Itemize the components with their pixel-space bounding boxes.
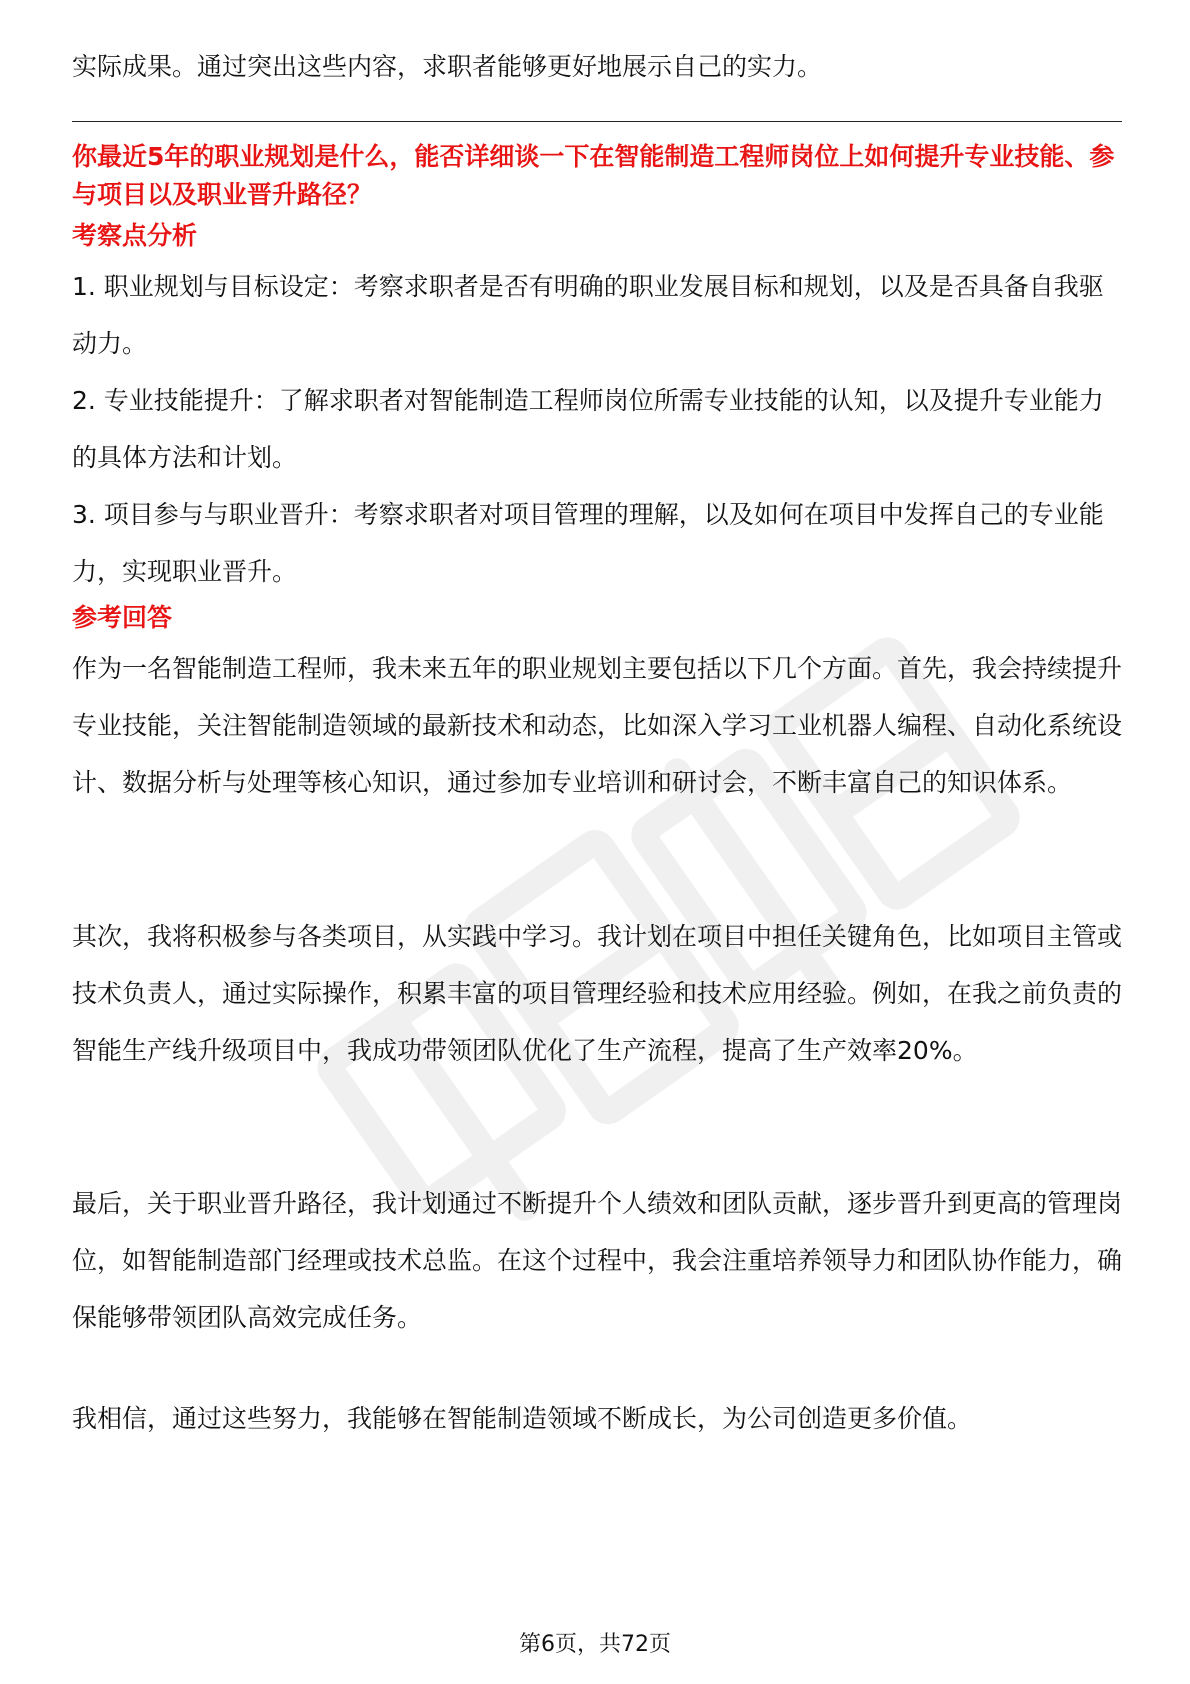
- answer-body: [72, 1390, 1122, 1447]
- answer-paragraph: 最后，关于职业晋升路径，我计划通过不断提升个人绩效和团队贡献，逐步晋升到更高的管理岗位，如智能制造部门经理或技术总监。在这个过程中，我会注重培养领导力和团队协作能力，确保能够带领团队高效完成任务。: [72, 1189, 1123, 1332]
- analysis-heading: 考察点分析: [72, 221, 198, 250]
- page-number: 第6页，共72页: [519, 1632, 671, 1657]
- answer-heading: 参考回答: [72, 603, 173, 632]
- analysis-item: 2. 专业技能提升：了解求职者对智能制造工程师岗位所需专业技能的认知，以及提升专业能力的具体方法和计划。: [72, 386, 1104, 472]
- answer-paragraph: 其次，我将积极参与各类项目，从实践中学习。我计划在项目中担任关键角色，比如项目主管或技术负责人，通过实际操作，积累丰富的项目管理经验和技术应用经验。例如，在我之前负责的智能生产线升级项目中，我成功带领团队优化了生产流程，提高了生产效率20%。: [72, 922, 1123, 1065]
- answer-body: [72, 908, 1122, 1079]
- answer-body: [72, 1175, 1122, 1346]
- question-title: 你最近5年的职业规划是什么，能否详细谈一下在智能制造工程师岗位上如何提升专业技能、参与项目以及职业晋升路径？: [72, 142, 1115, 209]
- analysis-list: [72, 258, 1122, 600]
- answer-paragraph: 作为一名智能制造工程师，我未来五年的职业规划主要包括以下几个方面。首先，我会持续提升专业技能，关注智能制造领域的最新技术和动态，比如深入学习工业机器人编程、自动化系统设计、数据分析与处理等核心知识，通过参加专业培训和研讨会，不断丰富自己的知识体系。: [72, 654, 1123, 797]
- intro-tail-text: 实际成果。通过突出这些内容，求职者能够更好地展示自己的实力。: [72, 52, 823, 81]
- analysis-item: 1. 职业规划与目标设定：考察求职者是否有明确的职业发展目标和规划，以及是否具备自我驱动力。: [72, 272, 1104, 358]
- answer-body: [72, 640, 1122, 811]
- analysis-item: 3. 项目参与与职业晋升：考察求职者对项目管理的理解，以及如何在项目中发挥自己的专业能力，实现职业晋升。: [72, 500, 1104, 586]
- answer-paragraph: 我相信，通过这些努力，我能够在智能制造领域不断成长，为公司创造更多价值。: [72, 1404, 973, 1433]
- section-divider: [72, 121, 1122, 122]
